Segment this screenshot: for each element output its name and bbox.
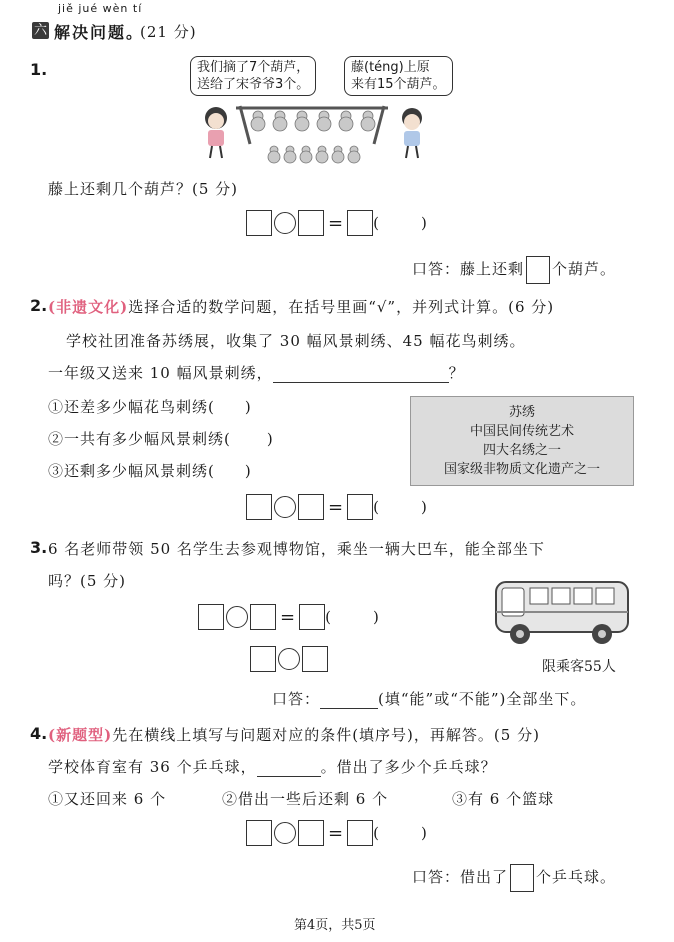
q4-instruction-line xyxy=(48,724,540,745)
q1-answer-suffix: 个葫芦。 xyxy=(552,260,617,278)
q3-compare-box-1[interactable] xyxy=(250,646,276,672)
q2-option-1: ①还差多少幅花鸟刺绣( ) xyxy=(48,398,252,416)
q4-line1-start: 学校体育室有 36 个乒乓球， xyxy=(48,758,257,776)
q2-scroll-line-3: 四大名绣之一 xyxy=(482,443,561,458)
q2-line2-end: ？ xyxy=(448,364,465,382)
q4-eq-box-result[interactable] xyxy=(347,820,373,846)
q2-eq-operator-circle[interactable] xyxy=(274,496,296,518)
q3-compare-circle[interactable] xyxy=(278,648,300,670)
q3-bus-caption: 限乘客55人 xyxy=(542,659,616,675)
q4-eq-equals: = xyxy=(328,822,344,844)
q4-answer-box[interactable] xyxy=(510,864,534,892)
section-title: 解决问题。 xyxy=(54,23,145,42)
q2-equation xyxy=(246,494,427,520)
q3-line2: 吗？(5 分) xyxy=(48,572,127,590)
q4-answer xyxy=(412,864,616,892)
q4-eq-box-1[interactable] xyxy=(246,820,272,846)
q2-eq-equals: = xyxy=(328,496,344,518)
q4-line1 xyxy=(48,756,497,777)
q3-eq-box-result[interactable] xyxy=(299,604,325,630)
q4-option-2: ②借出一些后还剩 6 个 xyxy=(222,790,389,808)
q2-eq-box-1[interactable] xyxy=(246,494,272,520)
q1-bubble-left-line1: 我们摘了7个葫芦， xyxy=(197,60,310,75)
q4-eq-operator-circle[interactable] xyxy=(274,822,296,844)
q4-option-1: ①又还回来 6 个 xyxy=(48,790,167,808)
q2-instruction-line xyxy=(48,296,554,317)
q3-compare-box-2[interactable] xyxy=(302,646,328,672)
section-points: (21 分) xyxy=(140,23,197,41)
q1-bubble-left xyxy=(190,56,316,96)
q4-answer-suffix: 个乒乓球。 xyxy=(536,868,617,886)
q2-question-blank[interactable] xyxy=(273,364,449,383)
q1-bubble-right-line1: 藤(téng)上原 xyxy=(351,60,430,75)
q3-eq-equals: = xyxy=(280,606,296,628)
q1-bubble-right-line2: 来有15个葫芦。 xyxy=(351,77,446,92)
q2-eq-box-2[interactable] xyxy=(298,494,324,520)
section-pinyin: jiě jué wèn tí xyxy=(58,2,143,15)
q1-number: 1. xyxy=(30,60,48,79)
q2-instruction: 选择合适的数学问题，在括号里画“√”，并列式计算。(6 分) xyxy=(128,298,555,316)
q1-gourd-illustration xyxy=(198,96,436,168)
q4-option-3: ③有 6 个篮球 xyxy=(452,790,555,808)
q1-answer xyxy=(412,256,616,284)
q4-instruction: 先在横线上填写与问题对应的条件(填序号)，再解答。(5 分) xyxy=(112,726,540,744)
q4-number: 4. xyxy=(30,724,48,743)
q1-eq-box-2[interactable] xyxy=(298,210,324,236)
q2-option-2: ②一共有多少幅风景刺绣( ) xyxy=(48,430,274,448)
q1-eq-box-result[interactable] xyxy=(347,210,373,236)
q2-option-3: ③还剩多少幅风景刺绣( ) xyxy=(48,462,252,480)
q1-answer-prefix: 口答：藤上还剩 xyxy=(412,260,525,278)
q4-tag: (新题型) xyxy=(48,726,113,744)
q3-eq-operator-circle[interactable] xyxy=(226,606,248,628)
q1-eq-operator-circle[interactable] xyxy=(274,212,296,234)
q2-scroll-line-1: 苏绣 xyxy=(508,405,535,420)
q3-eq-unit-paren[interactable]: ( ) xyxy=(325,608,379,626)
q2-scroll-line-2: 中国民间传统艺术 xyxy=(469,424,574,439)
q3-eq-box-2[interactable] xyxy=(250,604,276,630)
q3-number: 3. xyxy=(30,538,48,557)
q3-line1: 6 名老师带领 50 名学生去参观博物馆，乘坐一辆大巴车，能全部坐下 xyxy=(48,540,545,558)
q2-eq-unit-paren[interactable]: ( ) xyxy=(373,498,427,516)
q4-line1-end: 。借出了多少个乒乓球？ xyxy=(320,758,497,776)
q1-eq-equals: = xyxy=(328,212,344,234)
q2-embroidery-scroll xyxy=(410,396,634,486)
q1-bubble-right xyxy=(344,56,453,96)
q2-number: 2. xyxy=(30,296,48,315)
q2-line2 xyxy=(48,362,465,383)
q1-question: 藤上还剩几个葫芦？(5 分) xyxy=(48,180,239,198)
q2-line1: 学校社团准备苏绣展，收集了 30 幅风景刺绣、45 幅花鸟刺绣。 xyxy=(66,332,526,350)
q2-eq-box-result[interactable] xyxy=(347,494,373,520)
q3-equation xyxy=(198,604,379,630)
q3-answer-blank[interactable] xyxy=(320,690,378,709)
q3-answer-prefix: 口答： xyxy=(272,690,321,708)
section-badge: 六 xyxy=(33,23,47,38)
q4-equation xyxy=(246,820,427,846)
q4-answer-prefix: 口答：借出了 xyxy=(412,868,509,886)
q2-scroll-line-4: 国家级非物质文化遗产之一 xyxy=(443,462,600,477)
q1-eq-unit-paren[interactable]: ( ) xyxy=(373,214,427,232)
q3-eq-box-1[interactable] xyxy=(198,604,224,630)
q3-answer xyxy=(272,688,586,709)
q4-eq-box-2[interactable] xyxy=(298,820,324,846)
q1-answer-box[interactable] xyxy=(526,256,550,284)
q1-equation xyxy=(246,210,427,236)
q2-tag: (非遗文化) xyxy=(48,298,129,316)
q1-eq-box-1[interactable] xyxy=(246,210,272,236)
q4-condition-blank[interactable] xyxy=(257,758,321,777)
page-footer: 第4页，共5页 xyxy=(294,918,376,933)
q3-bus-illustration xyxy=(492,572,636,650)
q2-line2-text: 一年级又送来 10 幅风景刺绣， xyxy=(48,364,273,382)
q3-compare xyxy=(250,646,328,672)
q1-bubble-left-line2: 送给了宋爷爷3个。 xyxy=(197,77,310,92)
q3-answer-suffix: (填“能”或“不能”)全部坐下。 xyxy=(378,690,587,708)
q4-eq-unit-paren[interactable]: ( ) xyxy=(373,824,427,842)
